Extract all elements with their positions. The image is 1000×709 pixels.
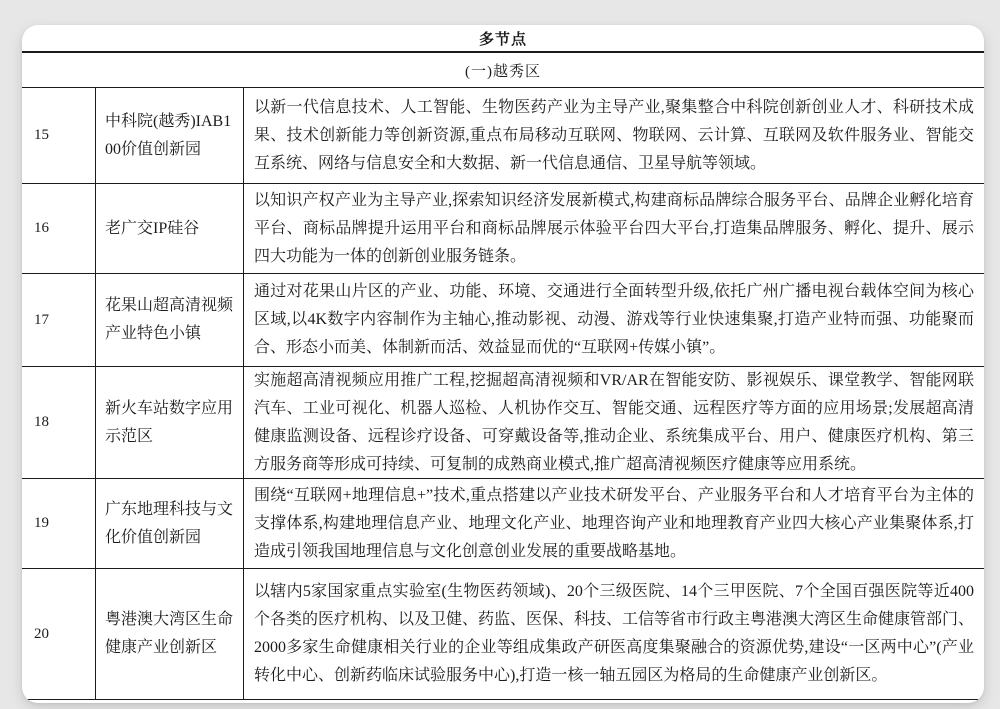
table-row (22, 569, 984, 700)
row-number-cell: 18 (22, 367, 96, 478)
row-number-cell: 19 (22, 479, 96, 568)
table-row (22, 88, 984, 184)
row-name-cell: 粤港澳大湾区生命健康产业创新区 (96, 569, 244, 699)
row-name-cell: 广东地理科技与文化价值创新园 (96, 479, 244, 568)
row-number-cell: 17 (22, 274, 96, 366)
row-number-cell: 15 (22, 88, 96, 183)
row-name-cell: 新火车站数字应用示范区 (96, 367, 244, 478)
table-title-text: 多节点 (478, 31, 527, 48)
table-row (22, 184, 984, 274)
row-description-cell: 以知识产权产业为主导产业,探索知识经济发展新模式,构建商标品牌综合服务平台、品牌企业孵化培育平台、商标品牌提升运用平台和商标品牌展示体验平台四大平台,打造集品牌服务、孵化、提升、展示四大功能为一体的创新创业服务链条。 (254, 191, 974, 265)
row-name-cell: 老广交IP硅谷 (96, 184, 244, 273)
row-description-cell: 实施超高清视频应用推广工程,挖掘超高清视频和VR/AR在智能安防、影视娱乐、课堂教学、智能网联汽车、工业可视化、机器人巡检、人机协作交互、智能交通、远程医疗等方面的应用场景;发展超高清健康监测设备、远程诊疗设备、可穿戴设备等,推动企业、系统集成平台、用户、健康医疗机构、第三方服务商等形成可持续、可复制的成熟商业模式,推广超高清视频医疗健康等应用系统。 (254, 371, 974, 473)
row-description-cell: 以辖内5家国家重点实验室(生物医药领域)、20个三级医院、14个三甲医院、7个全国百强医院等近400个各类的医疗机构、以及卫健、药监、医保、科技、工信等省市行政主粤港澳大湾区生命健康管部门、2000多家生命健康相关行业的企业等组成集政产研医高度集聚融合的资源优势,建设“一区两中心”(产业转化中心、创新药临床试验服务中心),打造一核一轴五园区为格局的生命健康产业创新区。 (254, 583, 975, 684)
row-name-cell: 花果山超高清视频产业特色小镇 (96, 274, 244, 366)
row-number-cell: 20 (22, 569, 96, 699)
table-row (22, 367, 984, 479)
section-header (22, 53, 984, 88)
section-header-text: (一)越秀区 (465, 63, 541, 80)
row-description-cell: 通过对花果山片区的产业、功能、环境、交通进行全面转型升级,依托广州广播电视台载体空间为核心区域,以4K数字内容制作为主轴心,推动影视、动漫、游戏等行业快速集聚,打造产业特而强、功能聚而合、形态小而美、体制新而活、效益显而优的“互联网+传媒小镇”。 (254, 283, 974, 356)
table-title (22, 25, 984, 53)
row-name-cell: 中科院(越秀)IAB100价值创新园 (96, 88, 244, 183)
row-number-cell: 16 (22, 184, 96, 273)
table-row (22, 479, 984, 569)
row-description-cell: 围绕“互联网+地理信息+”技术,重点搭建以产业技术研发平台、产业服务平台和人才培育平台为主体的支撑体系,构建地理信息产业、地理文化产业、地理咨询产业和地理教育产业四大核心产业集聚体系,打造成引领我国地理信息与文化创意创业发展的重要战略基地。 (254, 486, 974, 560)
document-card (22, 25, 984, 703)
table-row (22, 274, 984, 367)
row-description-cell: 以新一代信息技术、人工智能、生物医药产业为主导产业,聚集整合中科院创新创业人才、科研技术成果、技术创新能力等创新资源,重点布局移动互联网、物联网、云计算、互联网及软件服务业、智能交互系统、网络与信息安全和大数据、新一代信息通信、卫星导航等领域。 (254, 98, 974, 172)
